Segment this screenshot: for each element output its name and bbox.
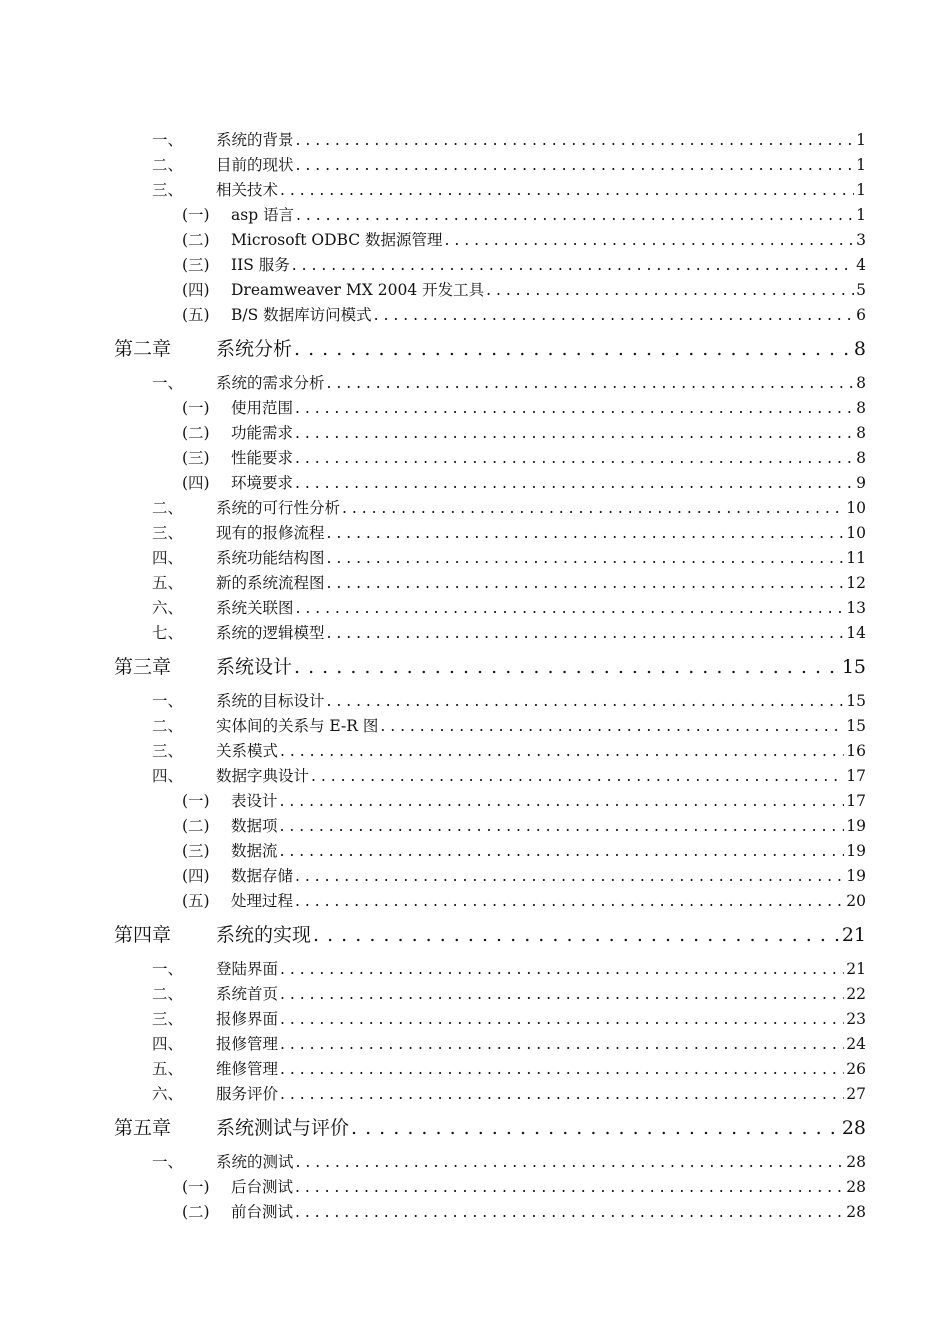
toc-entry-row	[152, 371, 866, 393]
toc-entry-title: 系统的逻辑模型	[216, 624, 325, 642]
toc-entry-title: IIS 服务	[231, 256, 290, 274]
toc-entry-row	[152, 521, 866, 543]
toc-entry-row	[182, 839, 866, 861]
toc-entry-number: 四、	[152, 549, 184, 567]
dot-leader	[296, 156, 855, 174]
dot-leader	[292, 256, 854, 274]
toc-entry-number: (四)	[182, 867, 210, 885]
toc-entry-number: 六、	[152, 1085, 184, 1103]
toc-entry-row	[182, 814, 866, 836]
toc-entry-title: 现有的报修流程	[216, 524, 325, 542]
toc-entry-number: 一、	[152, 374, 184, 392]
toc-page-number: 24	[846, 1035, 866, 1053]
toc-page-number: 17	[846, 792, 866, 810]
toc-page-number: 3	[856, 231, 866, 249]
toc-entry-row	[152, 739, 866, 761]
toc-page-number: 15	[846, 717, 866, 735]
toc-entry-number: (二)	[182, 424, 210, 442]
toc-entry-title: 维修管理	[216, 1060, 279, 1078]
toc-page-number: 8	[853, 338, 866, 360]
toc-entry-number: (一)	[182, 206, 210, 224]
toc-entry-title: 系统功能结构图	[216, 549, 325, 567]
toc-page-number: 13	[846, 599, 866, 617]
toc-page-number: 22	[846, 985, 866, 1003]
dot-leader	[327, 692, 845, 710]
toc-entry-row	[182, 303, 866, 325]
toc-entry-row	[152, 571, 866, 593]
toc-page-number: 11	[846, 549, 866, 567]
dot-leader	[280, 792, 845, 810]
toc-entry-row	[182, 253, 866, 275]
dot-leader	[280, 1010, 844, 1028]
toc-page-number: 1	[856, 131, 866, 149]
toc-page-number: 28	[846, 1153, 866, 1171]
toc-entry-number: 一、	[152, 960, 184, 978]
dot-leader	[311, 767, 844, 785]
toc-entry-title: 数据流	[231, 842, 278, 860]
toc-entry-number: (二)	[182, 1203, 210, 1221]
toc-entry-title: 性能要求	[231, 449, 294, 467]
toc-entry-number: 四、	[152, 767, 184, 785]
toc-entry-title: 处理过程	[231, 892, 294, 910]
toc-entry-number: 二、	[152, 717, 184, 735]
toc-entry-title: Dreamweaver MX 2004 开发工具	[231, 281, 485, 299]
toc-entry-number: 五、	[152, 1060, 184, 1078]
toc-entry-row	[152, 621, 866, 643]
toc-entry-title: 相关技术	[216, 181, 279, 199]
toc-entry-title: 数据字典设计	[216, 767, 310, 785]
toc-page-number: 12	[846, 574, 866, 592]
toc-entry-number: 三、	[152, 181, 184, 199]
dot-leader	[342, 499, 844, 517]
toc-entry-title: 关系模式	[216, 742, 279, 760]
toc-entry-number: 二、	[152, 156, 184, 174]
toc-entry-row	[152, 128, 866, 150]
toc-entry-row	[152, 689, 866, 711]
toc-entry-number: (五)	[182, 892, 210, 910]
toc-entry-title: 系统的实现	[216, 924, 312, 946]
toc-entry-row	[182, 1200, 866, 1222]
toc-entry-number: (三)	[182, 256, 210, 274]
toc-page-number: 14	[846, 624, 866, 642]
toc-entry-title: B/S 数据库访问模式	[231, 306, 372, 324]
dot-leader	[327, 374, 855, 392]
toc-entry-number: (一)	[182, 1178, 210, 1196]
toc-entry-row	[182, 228, 866, 250]
toc-entry-title: 表设计	[231, 792, 278, 810]
toc-entry-title: 登陆界面	[216, 960, 279, 978]
toc-page-number: 19	[846, 842, 866, 860]
toc-entry-title: 系统的目标设计	[216, 692, 325, 710]
toc-entry-row	[182, 789, 866, 811]
toc-page-number: 6	[856, 306, 866, 324]
toc-entry-number: (二)	[182, 231, 210, 249]
toc-entry-row	[152, 596, 866, 618]
toc-entry-title: 实体间的关系与 E-R 图	[216, 717, 379, 735]
toc-page-number: 21	[846, 960, 866, 978]
toc-entry-number: 三、	[152, 524, 184, 542]
toc-page-number: 28	[846, 1203, 866, 1221]
toc-entry-number: 三、	[152, 1010, 184, 1028]
dot-leader	[294, 656, 840, 678]
toc-page-number: 15	[846, 692, 866, 710]
toc-page-number: 8	[856, 424, 866, 442]
toc-entry-number: 三、	[152, 742, 184, 760]
toc-entry-number: 七、	[152, 624, 184, 642]
dot-leader	[327, 524, 845, 542]
toc-chapter-row	[114, 920, 866, 947]
toc-entry-row	[152, 764, 866, 786]
toc-entry-number: 一、	[152, 131, 184, 149]
toc-entry-title: 系统的背景	[216, 131, 294, 149]
dot-leader	[327, 574, 845, 592]
toc-entry-number: 二、	[152, 499, 184, 517]
toc-entry-row	[152, 546, 866, 568]
dot-leader	[280, 181, 854, 199]
toc-entry-row	[182, 203, 866, 225]
dot-leader	[295, 399, 854, 417]
toc-entry-title: 系统的可行性分析	[216, 499, 341, 517]
toc-entry-row	[182, 446, 866, 468]
toc-entry-title: 系统的测试	[216, 1153, 294, 1171]
dot-leader	[295, 424, 854, 442]
toc-entry-row	[152, 1057, 866, 1079]
toc-entry-title: 报修界面	[216, 1010, 279, 1028]
dot-leader	[295, 867, 844, 885]
toc-entry-row	[152, 153, 866, 175]
dot-leader	[295, 449, 854, 467]
toc-page-number: 8	[856, 399, 866, 417]
dot-leader	[374, 306, 854, 324]
toc-entry-number: (三)	[182, 842, 210, 860]
toc-entry-row	[152, 957, 866, 979]
toc-entry-row	[182, 278, 866, 300]
toc-page-number: 1	[856, 181, 866, 199]
toc-entry-row	[182, 396, 866, 418]
toc-entry-row	[152, 1150, 866, 1172]
toc-entry-title: 服务评价	[216, 1085, 279, 1103]
dot-leader	[380, 717, 844, 735]
toc-entry-row	[182, 471, 866, 493]
dot-leader	[280, 842, 845, 860]
toc-page-number: 8	[856, 449, 866, 467]
toc-entry-number: (四)	[182, 474, 210, 492]
toc-chapter-row	[114, 652, 866, 679]
dot-leader	[351, 1117, 840, 1139]
toc-entry-row	[152, 1082, 866, 1104]
toc-entry-title: 数据存储	[231, 867, 294, 885]
toc-entry-title: 系统关联图	[216, 599, 294, 617]
toc-entry-number: (四)	[182, 281, 210, 299]
toc-entry-row	[152, 714, 866, 736]
dot-leader	[313, 924, 840, 946]
toc-entry-number: (二)	[182, 817, 210, 835]
toc-entry-title: 前台测试	[231, 1203, 294, 1221]
toc-entry-title: 系统测试与评价	[216, 1117, 350, 1139]
toc-entry-title: 新的系统流程图	[216, 574, 325, 592]
toc-entry-title: 系统首页	[216, 985, 279, 1003]
toc-entry-row	[182, 1175, 866, 1197]
toc-entry-number: 六、	[152, 599, 184, 617]
toc-page-number: 8	[856, 374, 866, 392]
toc-entry-row	[152, 982, 866, 1004]
toc-entry-number: 四、	[152, 1035, 184, 1053]
toc-entry-row	[152, 178, 866, 200]
toc-entry-number: 第三章	[114, 656, 172, 678]
dot-leader	[280, 985, 844, 1003]
dot-leader	[295, 1178, 844, 1196]
toc-entry-title: 系统设计	[216, 656, 293, 678]
dot-leader	[280, 960, 844, 978]
dot-leader	[486, 281, 854, 299]
dot-leader	[280, 742, 844, 760]
toc-entry-title: Microsoft ODBC 数据源管理	[231, 231, 443, 249]
dot-leader	[327, 624, 845, 642]
toc-entry-row	[182, 889, 866, 911]
toc-page-number: 19	[846, 867, 866, 885]
dot-leader	[295, 892, 844, 910]
toc-page-number: 26	[846, 1060, 866, 1078]
toc-entry-title: 使用范围	[231, 399, 294, 417]
toc-entry-title: 报修管理	[216, 1035, 279, 1053]
toc-entry-number: (一)	[182, 399, 210, 417]
toc-entry-number: (三)	[182, 449, 210, 467]
toc-entry-number: (一)	[182, 792, 210, 810]
toc-entry-row	[152, 1007, 866, 1029]
toc-entry-number: 一、	[152, 692, 184, 710]
dot-leader	[295, 1203, 844, 1221]
toc-entry-row	[152, 496, 866, 518]
toc-entry-row	[152, 1032, 866, 1054]
toc-page-number: 4	[856, 256, 866, 274]
toc-page-number: 10	[846, 524, 866, 542]
toc-entry-number: 第四章	[114, 924, 172, 946]
toc-entry-number: 五、	[152, 574, 184, 592]
toc-page-number: 15	[841, 656, 866, 678]
toc-page-number: 17	[846, 767, 866, 785]
toc-page-number: 1	[856, 156, 866, 174]
dot-leader	[296, 131, 855, 149]
dot-leader	[280, 817, 845, 835]
toc-chapter-row	[114, 334, 866, 361]
dot-leader	[295, 474, 854, 492]
dot-leader	[327, 549, 845, 567]
toc-page-number: 28	[841, 1117, 866, 1139]
dot-leader	[280, 1060, 844, 1078]
dot-leader	[296, 1153, 845, 1171]
toc-entry-title: 数据项	[231, 817, 278, 835]
toc-page-number: 1	[856, 206, 866, 224]
toc-page-number: 19	[846, 817, 866, 835]
toc-page-number: 9	[856, 474, 866, 492]
toc-entry-number: 二、	[152, 985, 184, 1003]
toc-entry-number: 第五章	[114, 1117, 172, 1139]
toc-entry-title: 后台测试	[231, 1178, 294, 1196]
toc-page-number: 10	[846, 499, 866, 517]
toc-page-number: 5	[856, 281, 866, 299]
toc-page-number: 23	[846, 1010, 866, 1028]
dot-leader	[296, 599, 845, 617]
toc-page-number: 20	[846, 892, 866, 910]
toc-entry-title: 功能需求	[231, 424, 294, 442]
toc-page-number: 21	[841, 924, 866, 946]
toc-entry-title: 系统分析	[216, 338, 293, 360]
toc-entry-row	[182, 421, 866, 443]
toc-entry-number: (五)	[182, 306, 210, 324]
dot-leader	[296, 206, 854, 224]
toc-entry-title: 目前的现状	[216, 156, 294, 174]
toc-entry-number: 一、	[152, 1153, 184, 1171]
toc-entry-title: 系统的需求分析	[216, 374, 325, 392]
toc-entry-title: 环境要求	[231, 474, 294, 492]
dot-leader	[294, 338, 852, 360]
toc-entry-row	[182, 864, 866, 886]
toc-entry-number: 第二章	[114, 338, 172, 360]
dot-leader	[445, 231, 855, 249]
toc-page-number: 16	[846, 742, 866, 760]
toc-page-number: 28	[846, 1178, 866, 1196]
toc-chapter-row	[114, 1113, 866, 1140]
toc-page-number: 27	[846, 1085, 866, 1103]
dot-leader	[280, 1085, 844, 1103]
toc-entry-title: asp 语言	[231, 206, 295, 224]
dot-leader	[280, 1035, 844, 1053]
